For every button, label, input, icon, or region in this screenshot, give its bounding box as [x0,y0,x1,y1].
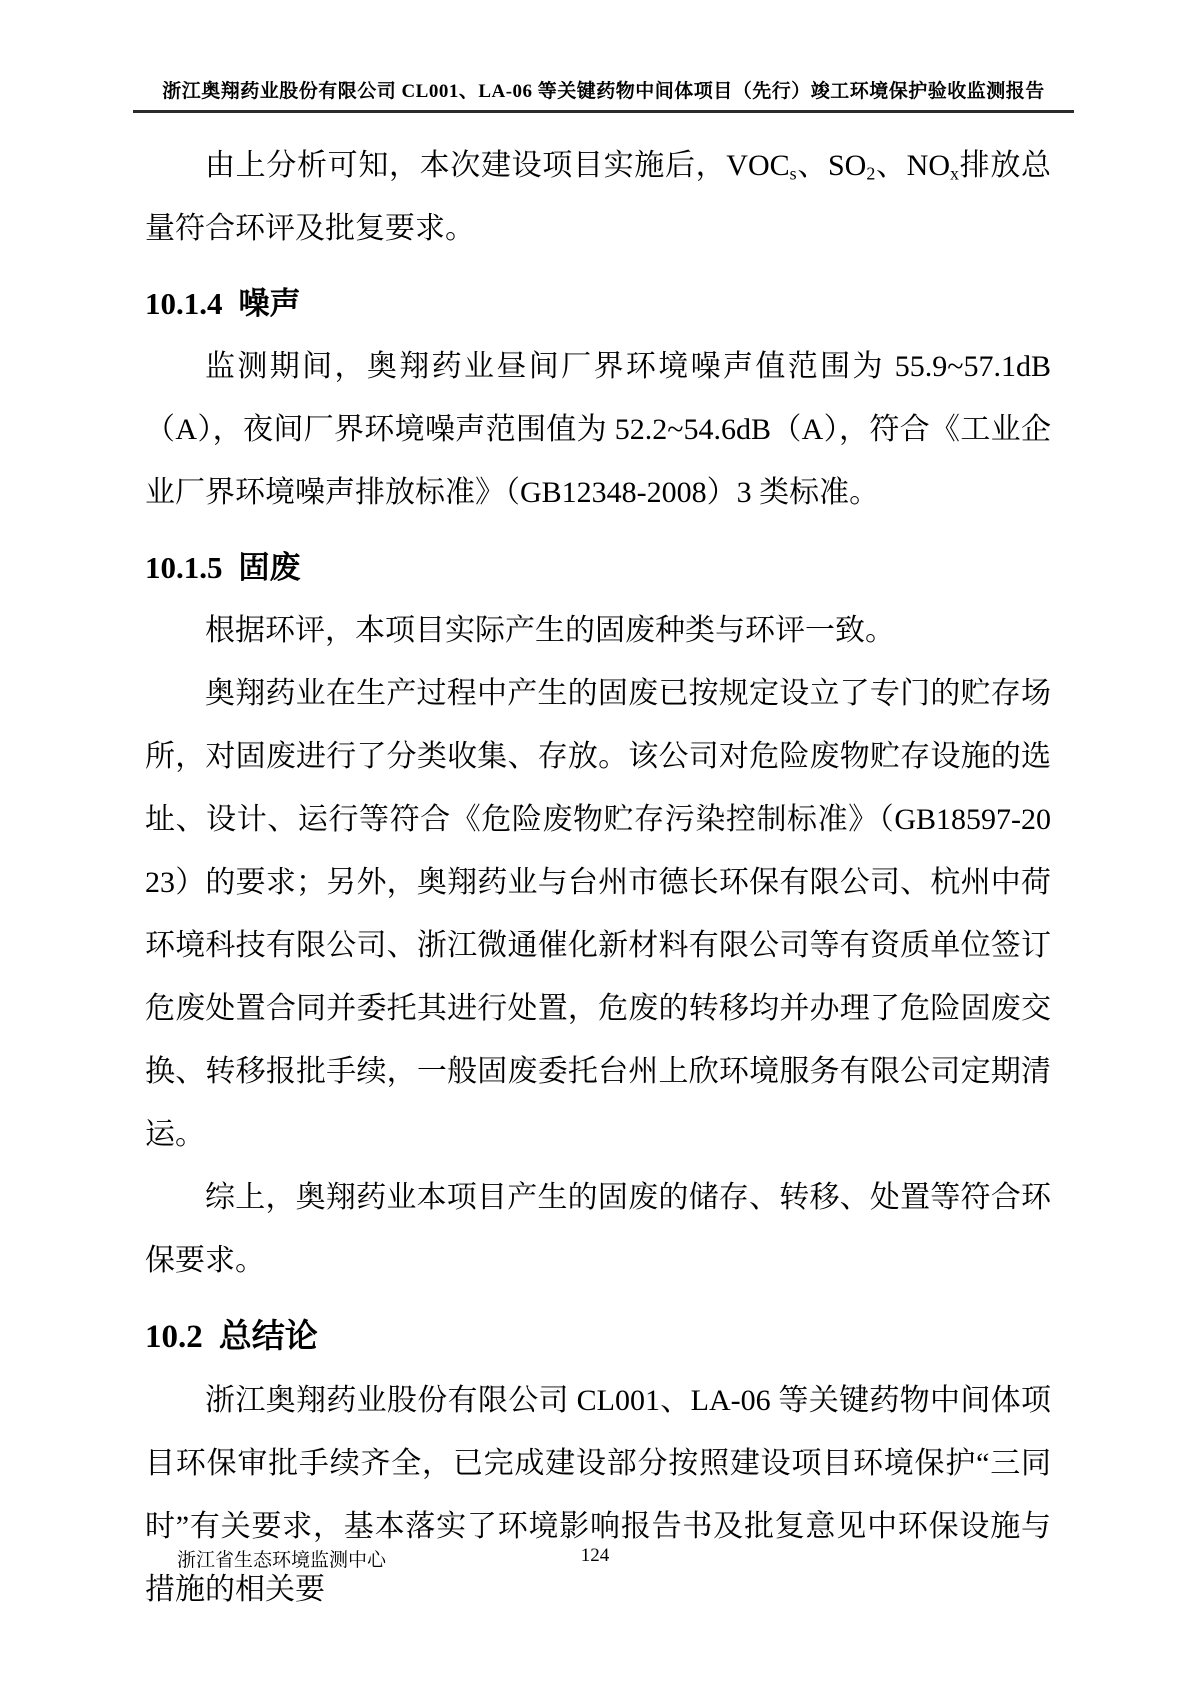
emission-text-1: 由上分析可知，本次建设项目实施后，VOC [205,149,790,182]
section-number: 10.1.5 [145,550,223,585]
report-title: 浙江奥翔药业股份有限公司 CL001、LA-06 等关键药物中间体项目（先行）竣工环境保护验收监测报告 [162,81,1045,102]
page-number: 124 [580,1545,610,1566]
voc-subscript: s [789,163,797,184]
section-number: 10.2 [145,1319,203,1355]
section-heading-conclusion [145,1304,1051,1369]
section-heading-noise [145,272,1051,335]
footer-organization: 浙江省生态环境监测中心 [177,1550,387,1571]
page-footer [0,1545,1190,1575]
section-heading-solid-waste [145,536,1051,599]
paragraph-emission-totals [145,134,1051,260]
paragraph-solid-waste-summary: 综上，奥翔药业本项目产生的固废的储存、转移、处置等符合环保要求。 [145,1181,1051,1277]
paragraph-solid-waste-types: 根据环评，本项目实际产生的固废种类与环评一致。 [205,614,895,647]
so2-subscript: 2 [866,163,876,184]
nox-subscript: x [950,163,960,184]
page-body [145,134,1051,1621]
paragraph-conclusion: 浙江奥翔药业股份有限公司 CL001、LA-06 等关键药物中间体项目环保审批手续齐全，已完成建设部分按照建设项目环境保护“三同时”有关要求，基本落实了环境影响报告书及批复意见中环保设施与措施的相关要 [145,1384,1051,1606]
paragraph-noise: 监测期间，奥翔药业昼间厂界环境噪声值范围为 55.9~57.1dB（A），夜间厂界环境噪声范围值为 52.2~54.6dB（A），符合《工业企业厂界环境噪声排放标准》（GB12348-2008）3 类标准。 [145,350,1051,509]
page-header [133,76,1074,113]
emission-text-3: 、NO [875,149,951,182]
section-number: 10.1.4 [145,286,223,321]
section-label: 固废 [238,550,301,585]
emission-text-4: 排放总量符合环评及批复要求。 [145,149,1052,245]
section-label: 噪声 [238,286,301,321]
paragraph-solid-waste-management: 奥翔药业在生产过程中产生的固废已按规定设立了专门的贮存场所，对固废进行了分类收集、存放。该公司对危险废物贮存设施的选址、设计、运行等符合《危险废物贮存污染控制标准》（GB18597-2023）的要求；另外，奥翔药业与台州市德长环保有限公司、杭州中荷环境科技有限公司、浙江微通催化新材料有限公司等有资质单位签订危废处置合同并委托其进行处置，危废的转移均并办理了危险固废交换、转移报批手续，一般固废委托台州上欣环境服务有限公司定期清运。 [145,677,1051,1151]
emission-text-2: 、SO [796,149,867,182]
section-label: 总结论 [218,1317,318,1354]
header-divider [133,110,1074,113]
